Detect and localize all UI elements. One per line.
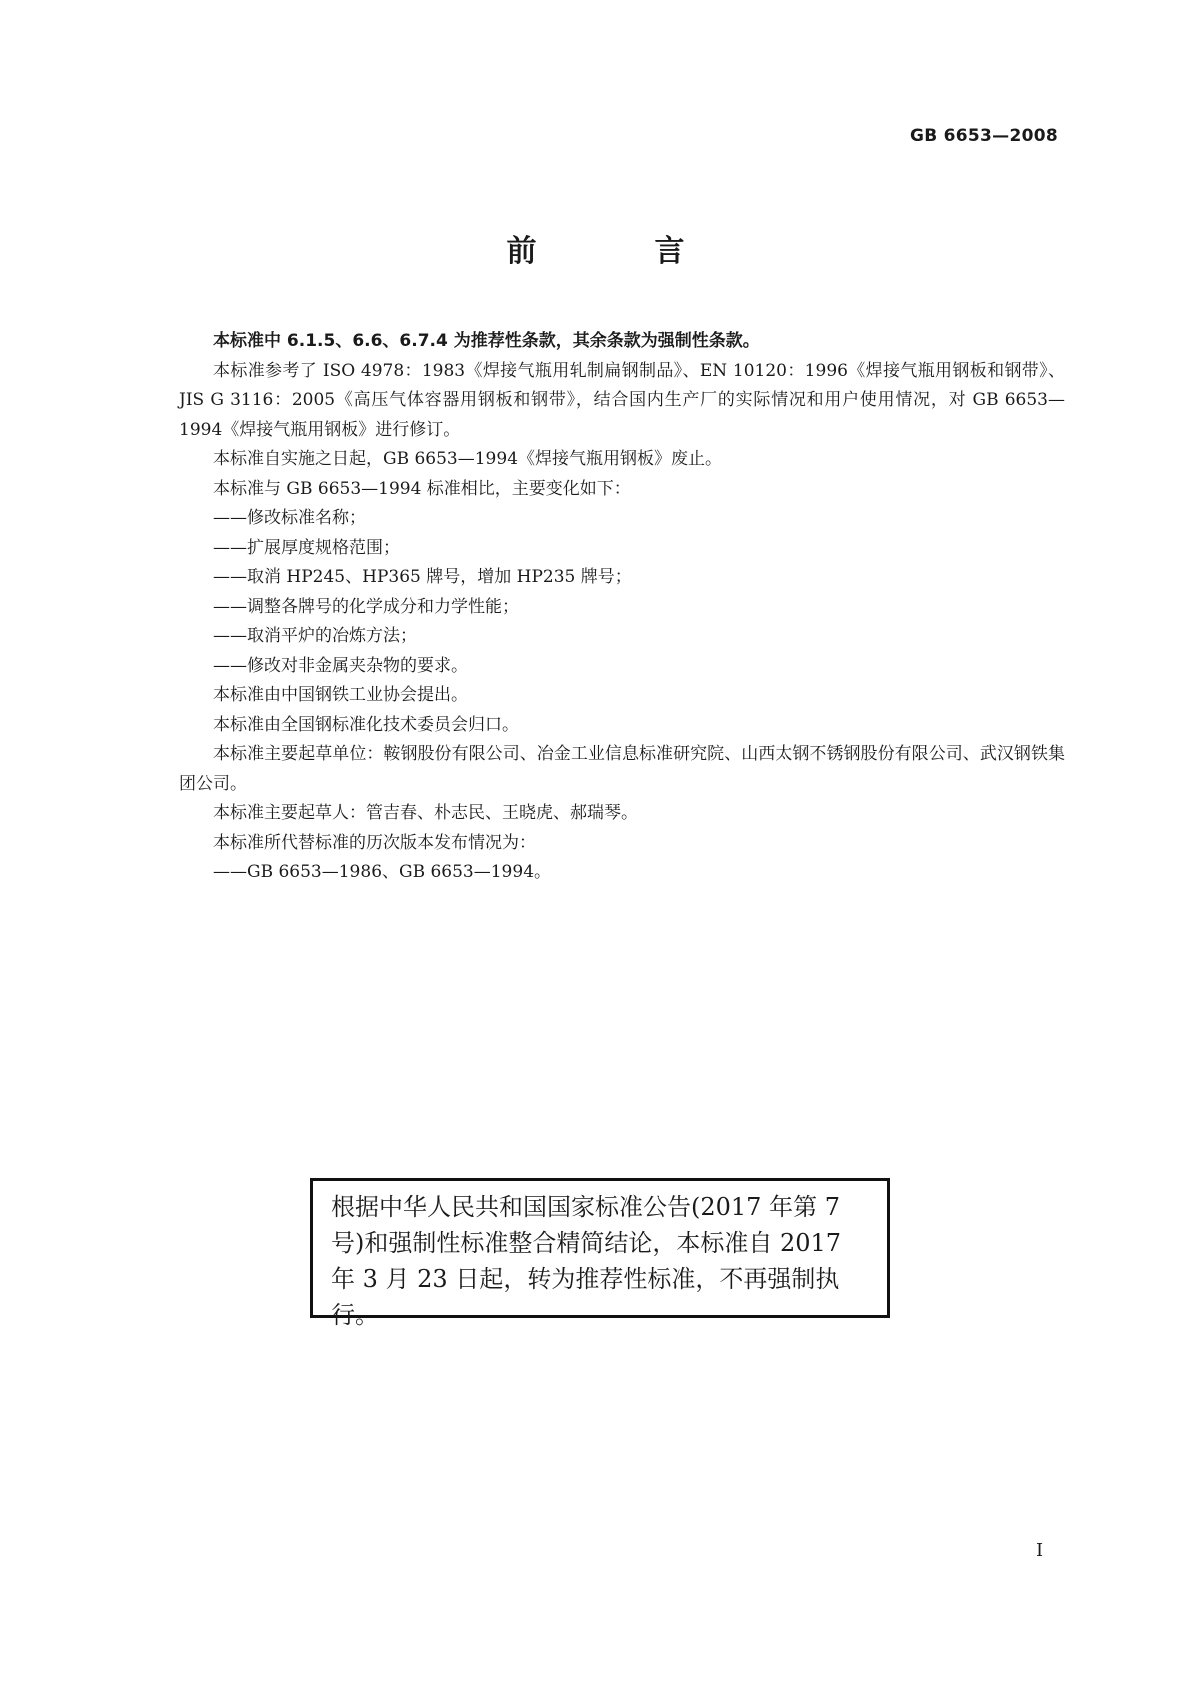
notice-line: 号)和强制性标准整合精简结论，本标准自 2017 [331, 1229, 842, 1257]
centralized-paragraph: 本标准由全国钢标准化技术委员会归口。 [213, 714, 519, 735]
history-item: ——GB 6653—1986、GB 6653—1994。 [213, 862, 552, 882]
change-item: ——取消平炉的冶炼方法； [213, 626, 417, 646]
page-title: 前 言 [506, 234, 729, 269]
notice-line: 根据中华人民共和国国家标准公告(2017 年第 7 [331, 1193, 840, 1221]
page-number: I [1036, 1540, 1044, 1561]
notice-box [310, 1178, 890, 1329]
notice-line: 年 3 月 23 日起，转为推荐性标准，不再强制执行。 [331, 1265, 840, 1329]
change-item: ——扩展厚度规格范围； [213, 537, 400, 558]
drafting-units-paragraph: 本标准主要起草单位：鞍钢股份有限公司、冶金工业信息标准研究院、山西太钢不锈钢股份有限公司、武汉钢铁集团公司。 [179, 744, 1065, 794]
change-item: ——取消 HP245、HP365 牌号，增加 HP235 牌号； [213, 567, 632, 587]
foreword-body [179, 327, 1065, 888]
recommended-clauses-paragraph: 本标准中 6.1.5、6.6、6.7.4 为推荐性条款，其余条款为强制性条款。 [213, 331, 760, 351]
change-item: ——修改标准名称； [213, 508, 366, 528]
changes-intro-paragraph: 本标准与 GB 6653—1994 标准相比，主要变化如下： [213, 478, 631, 499]
change-item: ——修改对非金属夹杂物的要求。 [213, 655, 468, 676]
replacement-paragraph: 本标准自实施之日起，GB 6653—1994《焊接气瓶用钢板》废止。 [213, 449, 723, 469]
change-item: ——调整各牌号的化学成分和力学性能； [213, 596, 519, 617]
history-intro-paragraph: 本标准所代替标准的历次版本发布情况为： [213, 832, 536, 853]
drafters-paragraph: 本标准主要起草人：管吉春、朴志民、王晓虎、郝瑞琴。 [213, 803, 638, 823]
standard-number: GB 6653—2008 [909, 126, 1058, 146]
proposer-paragraph: 本标准由中国钢铁工业协会提出。 [213, 685, 468, 705]
reference-paragraph: 本标准参考了 ISO 4978：1983《焊接气瓶用轧制扁钢制品》、EN 10120：1996《焊接气瓶用钢板和钢带》、JIS G 3116：2005《高压气体容器用钢板和钢带》，结合国内生产厂的实际情况和用户使用情况，对 GB 6653—1994《焊接气瓶用钢板》进行修订。 [179, 360, 1065, 440]
